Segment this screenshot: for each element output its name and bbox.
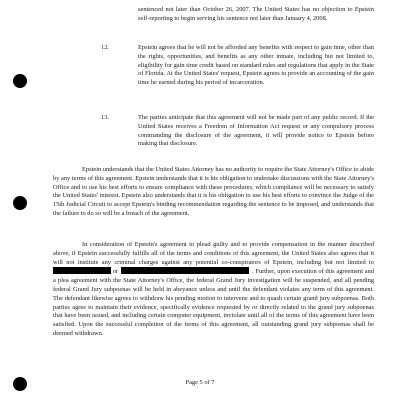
redaction-block xyxy=(53,267,111,274)
item-number: 13. xyxy=(101,114,109,121)
item-text: Epstein agrees that he will not be afforded any benefits with respect to gain time, other than the rights, opportunities, and benefits as any other inmate, including but not limited to, eligibility for gain time credit based on standard rules and regulations that apply in the State of Florida. At the United States' request, Epstein agrees to provide an accounting of the gain time he earned during his period of incarceration. xyxy=(138,44,374,87)
item-11-continuation: sentenced not later than October 26, 2007. The United States has no objection to Epstein self-reporting to begin serving his sentence not later than January 4, 2008. xyxy=(138,6,374,22)
item-text: The parties anticipate that this agreement will not be made part of any public record. If the United States receives a Freedom of Information Act request or any compulsory process commanding the disclosure of the agreement, it will provide notice to Epstein before making that disclosure. xyxy=(138,114,374,148)
paragraph-co-conspirators xyxy=(53,241,374,339)
page-footer: Page 5 of 7 xyxy=(185,379,215,386)
hole-punch-mark xyxy=(13,74,27,88)
hole-punch-mark xyxy=(13,196,27,210)
paragraph-text: In consideration of Epstein's agreement to plead guilty and to provide compensation in the manner described above, if Epstein successfully fulfills all of the terms and conditions of this agreement, the United States also agrees that it will not institute any criminal charges against any potential co-conspirators of Epstein, including but not limited to xyxy=(53,241,374,266)
paragraph-text: or xyxy=(112,268,119,276)
paragraph-text: . Further, upon execution of this agreement and a plea agreement with the State Attorney's Office, the federal Grand Jury investigation will be suspended, and all pending federal Grand Jury subpoenas will be held in abeyance unless and until the defendant violates any term of this agreement. The defendant likewise agrees to withdraw his pending motion to intervene and to quash certain grand jury subpoenas. Both parties agree to maintain their evidence, specifically evidence requested by or directly related to the grand jury subpoenas that have been issued, and including certain computer equipment, inviolate until all of the terms of this agreement have been satisfied. Upon the successful completion of the terms of this agreement, all outstanding grand jury subpoenas shall be deemed withdrawn. xyxy=(53,268,374,337)
paragraph-state-attorney: Epstein understands that the United States Attorney has no authority to require the State Attorney's Office to abide by any terms of this agreement. Epstein understands that it is his obligation to undertake discussions with the State Attorney's Office and to use his best efforts to ensure compliance with these procedures, which compliance will be necessary to satisfy the United States' interest. Epstein also understands that it is his obligation to use his best efforts to convince the Judge of the 15th Judicial Circuit to accept Epstein's binding recommendation regarding the sentence to be imposed, and understands that the failure to do so will be a breach of the agreement. xyxy=(53,166,374,217)
redaction-block xyxy=(121,267,249,274)
item-number: 12. xyxy=(101,44,109,51)
